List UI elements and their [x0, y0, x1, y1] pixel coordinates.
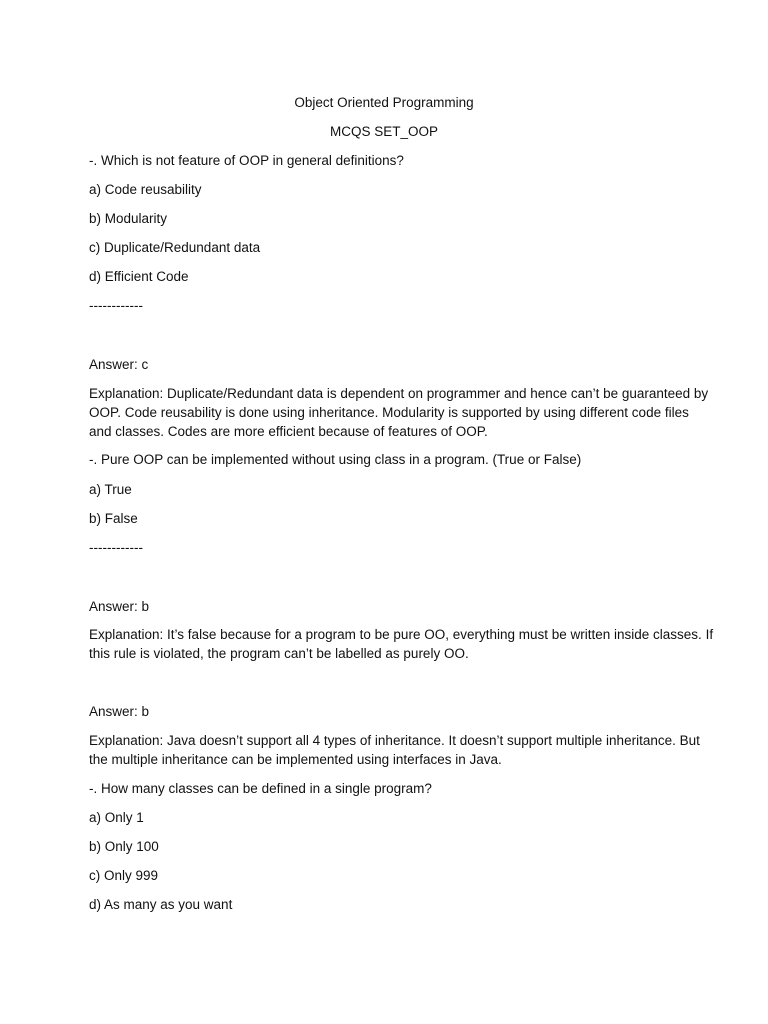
q3-explanation-line-1: Explanation: Java doesn’t support all 4 types of inheritance. It doesn’t support multiple inheritance. But — [89, 733, 700, 748]
question-4: -. How many classes can be defined in a single program? — [89, 781, 432, 796]
q3-explanation — [89, 731, 700, 769]
question-1: -. Which is not feature of OOP in general definitions? — [89, 153, 404, 168]
q1-separator: ------------ — [89, 298, 143, 313]
q1-explanation — [89, 384, 709, 441]
q4-option-d: d) As many as you want — [89, 897, 233, 912]
q4-option-b: b) Only 100 — [89, 839, 159, 854]
q2-explanation — [89, 625, 714, 663]
q4-option-a: a) Only 1 — [89, 810, 144, 825]
q1-option-d: d) Efficient Code — [89, 269, 189, 284]
q1-explanation-line-2: OOP. Code reusability is done using inheritance. Modularity is supported by using different code files — [89, 405, 689, 420]
q4-option-c: c) Only 999 — [89, 868, 159, 883]
q2-explanation-line-2: this rule is violated, the program can’t be labelled as purely OO. — [89, 646, 469, 661]
q1-option-c: c) Duplicate/Redundant data — [89, 240, 261, 255]
q1-option-b: b) Modularity — [89, 211, 168, 226]
question-2: -. Pure OOP can be implemented without using class in a program. (True or False) — [89, 452, 582, 467]
q1-explanation-line-3: and classes. Codes are more efficient because of features of OOP. — [89, 424, 488, 439]
document-subtitle: MCQS SET_OOP — [329, 124, 439, 139]
q1-answer: Answer: c — [89, 357, 149, 372]
q3-answer: Answer: b — [89, 704, 150, 719]
q2-answer: Answer: b — [89, 599, 150, 614]
document-title: Object Oriented Programming — [294, 95, 474, 110]
q1-option-a: a) Code reusability — [89, 182, 202, 197]
q2-explanation-line-1: Explanation: It’s false because for a program to be pure OO, everything must be written inside classes. If — [89, 627, 714, 642]
q2-separator: ------------ — [89, 540, 143, 555]
q1-explanation-line-1: Explanation: Duplicate/Redundant data is dependent on programmer and hence can’t be guaranteed by — [89, 386, 709, 401]
q2-option-b: b) False — [89, 511, 138, 526]
q3-explanation-line-2: the multiple inheritance can be implemented using interfaces in Java. — [89, 752, 502, 767]
q2-option-a: a) True — [89, 482, 132, 497]
